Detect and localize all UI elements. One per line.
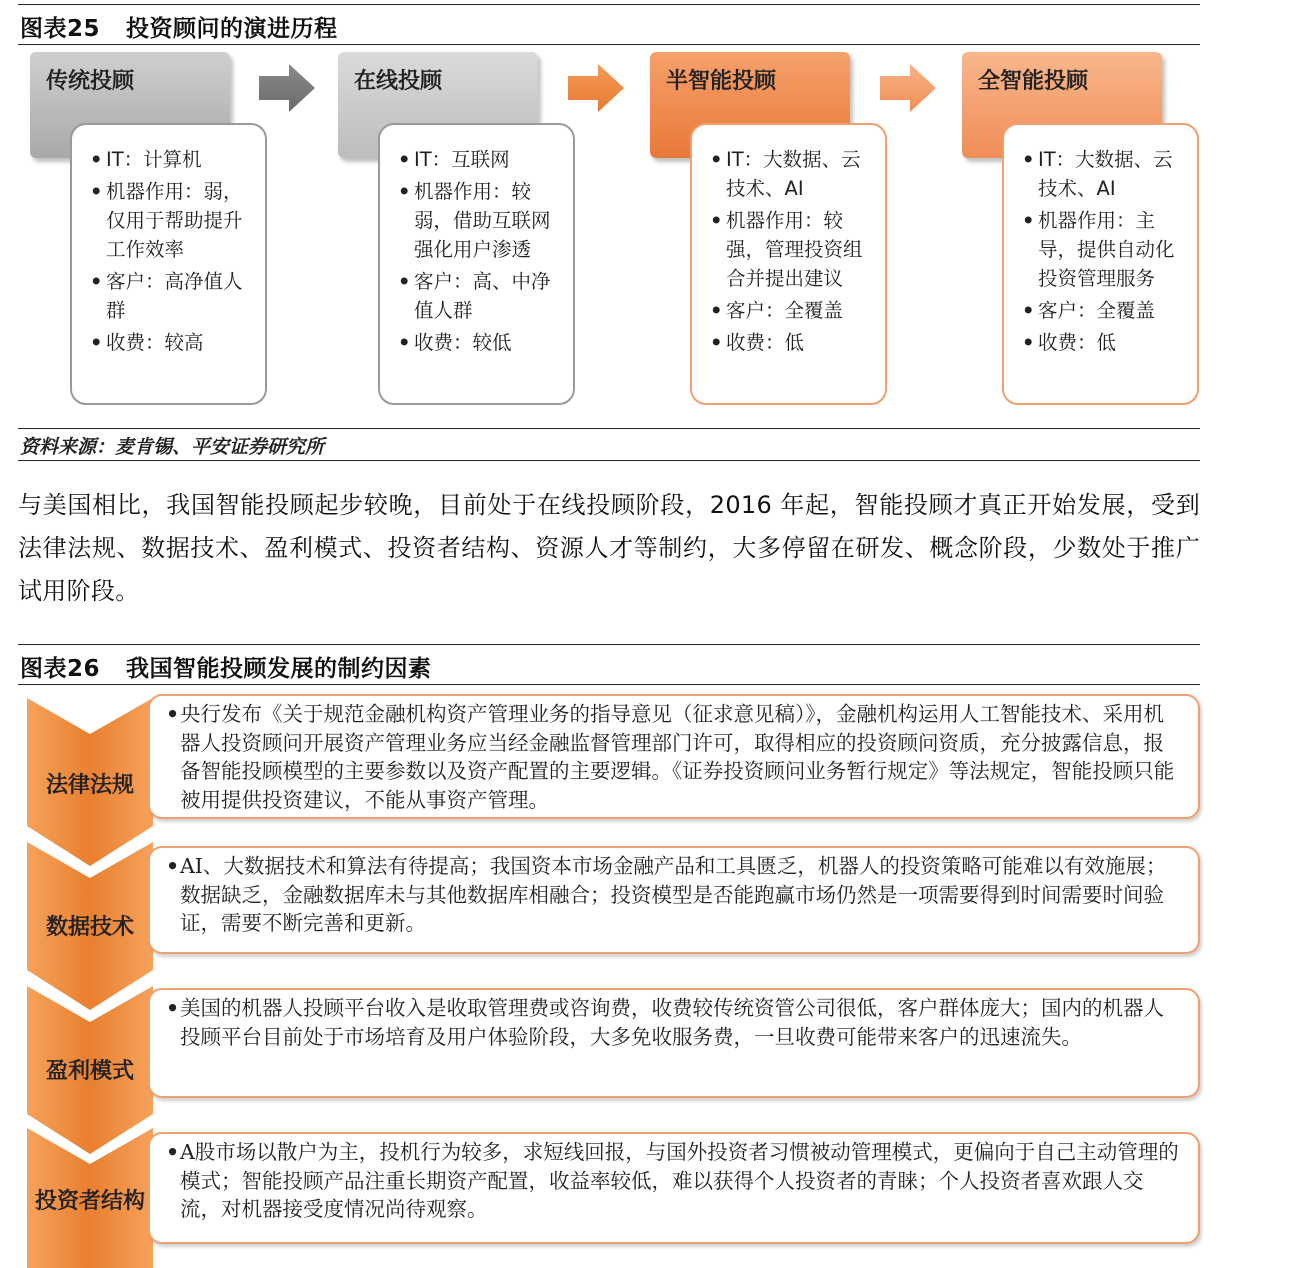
stage-name: 全智能投顾 (978, 69, 1089, 94)
stage-item: • IT：计算机 (90, 145, 255, 174)
stage-item: • 客户：高、中净值人群 (398, 267, 563, 325)
stage-item: • 收费：较低 (398, 328, 563, 357)
figure25-title (20, 10, 338, 43)
factor-text: • AI、大数据技术和算法有待提高；我国资本市场金融产品和工具匮乏，机器人的投资策略可能难以有效施展；数据缺乏，金融数据库未与其他数据库相融合；投资模型是否能跑赢市场仍然是一项需要得到时间需要时间验证，需要不断完善和更新。 (180, 852, 1182, 938)
factor-text: • 央行发布《关于规范金融机构资产管理业务的指导意见（征求意见稿）》，金融机构运用人工智能技术、采用机器人投资顾问开展资产管理业务应当经金融监督管理部门许可，取得相应的投资顾问资质，充分披露信息，报备智能投顾模型的主要参数以及资产配置的主要逻辑。《证券投资顾问业务暂行规定》等法规定，智能投顾只能被用提供投资建议，不能从事资产管理。 (180, 700, 1182, 814)
figure25-source: 资料来源：麦肯锡、平安证券研究所 (20, 436, 325, 458)
stage-item: • 收费：较高 (90, 328, 255, 357)
factor-text-box (148, 988, 1200, 1098)
stage-item: • IT：互联网 (398, 145, 563, 174)
factor-label: 投资者结构 (34, 1189, 145, 1214)
stage-item: • IT：大数据、云技术、AI (1022, 145, 1187, 203)
stage-name: 半智能投顾 (666, 69, 777, 94)
stage-traditional (30, 52, 265, 412)
stage-detail-box (70, 123, 267, 405)
figure25-title-rule (18, 44, 1200, 45)
factor-text-box (148, 846, 1200, 954)
flow-arrow-gray-icon (257, 62, 317, 114)
figure26-title-rule (18, 684, 1200, 685)
factor-text-box (148, 694, 1200, 819)
stage-item: • 客户：全覆盖 (710, 296, 875, 325)
figure26-title (20, 650, 432, 683)
stage-item: • 收费：低 (710, 328, 875, 357)
body-paragraph: 与美国相比，我国智能投顾起步较晚，目前处于在线投顾阶段，2016 年起，智能投顾才真正开始发展，受到法律法规、数据技术、盈利模式、投资者结构、资源人才等制约，大多停留在研发、概念阶段，少数处于推广试用阶段。 (18, 491, 1200, 605)
stage-item: • 机器作用：主导，提供自动化投资管理服务 (1022, 206, 1187, 293)
source-top-rule (18, 428, 1200, 429)
stage-semi-intelligent (650, 52, 885, 412)
factor-text: • 美国的机器人投顾平台收入是收取管理费或咨询费，收费较传统资管公司很低，客户群体庞大；国内的机器人投顾平台目前处于市场培育及用户体验阶段，大多免收服务费，一旦收费可能带来客户的迅速流失。 (180, 994, 1182, 1051)
stage-item: • 客户：高净值人群 (90, 267, 255, 325)
stage-item: • 机器作用：弱，仅用于帮助提升工作效率 (90, 177, 255, 264)
stage-item: • IT：大数据、云技术、AI (710, 145, 875, 203)
figure25-number: 图表25 (20, 16, 101, 42)
factor-text-box (148, 1132, 1200, 1244)
stage-detail-box (690, 123, 887, 405)
factor-label: 法律法规 (45, 773, 134, 798)
figure26-number: 图表26 (20, 656, 101, 682)
stage-detail-box (378, 123, 575, 405)
figure25-title-text: 投资顾问的演进历程 (126, 16, 338, 42)
stage-item: • 收费：低 (1022, 328, 1187, 357)
factor-text: • A股市场以散户为主，投机行为较多，求短线回报，与国外投资者习惯被动管理模式，更偏向于自己主动管理的模式；智能投顾产品注重长期资产配置，收益率较低，难以获得个人投资者的青睐；个人投资者喜欢跟人交流，对机器接受度情况尚待观察。 (180, 1138, 1182, 1224)
factor-label: 数据技术 (45, 915, 134, 940)
figure26-title-text: 我国智能投顾发展的制约因素 (126, 656, 432, 682)
stage-online (338, 52, 573, 412)
stage-item: • 机器作用：较弱，借助互联网强化用户渗透 (398, 177, 563, 264)
figure26-top-rule (18, 644, 1200, 645)
factor-label: 盈利模式 (45, 1059, 134, 1084)
flow-arrow-orange-icon (566, 62, 626, 114)
flow-arrow-light-orange-icon (878, 62, 938, 114)
stage-fully-intelligent (962, 52, 1197, 412)
top-rule (18, 4, 1200, 5)
source-bottom-rule (18, 460, 1200, 461)
stage-name: 传统投顾 (46, 69, 135, 94)
stage-item: • 机器作用：较强，管理投资组合并提出建议 (710, 206, 875, 293)
stage-name: 在线投顾 (354, 69, 443, 94)
stage-detail-box (1002, 123, 1199, 405)
stage-item: • 客户：全覆盖 (1022, 296, 1187, 325)
